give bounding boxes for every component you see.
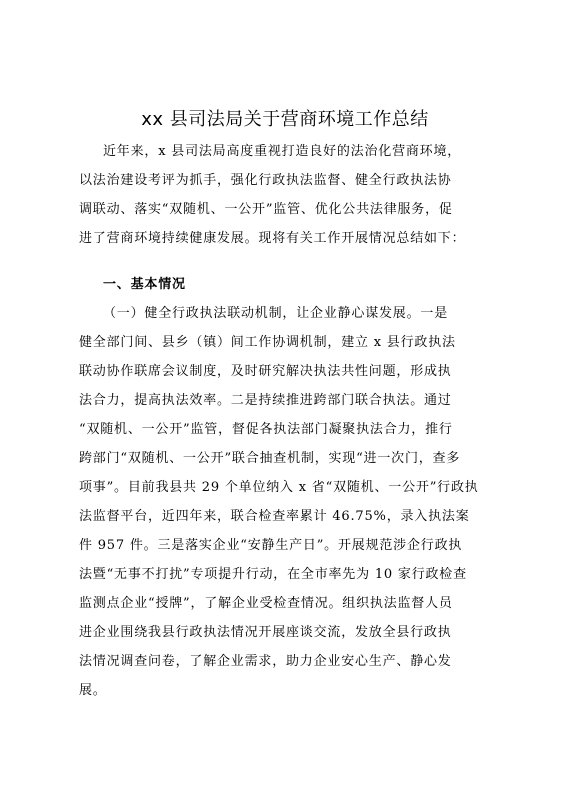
- paragraph-line: 项事”。目前我县共 29 个单位纳入 x 省“双随机、一公开”行政执: [79, 480, 479, 495]
- paragraph-line: 跨部门“双随机、一公开”联合抽查机制，实现“进一次门，查多: [79, 451, 461, 466]
- paragraph-line: 进了营商环境持续健康发展。现将有关工作开展情况总结如下：: [79, 231, 466, 246]
- document-title: xx 县司法局关于营商环境工作总结: [141, 109, 429, 130]
- paragraph-line: 以法治建设考评为抓手，强化行政执法监督、健全行政执法协: [79, 173, 452, 188]
- paragraph-line: 进企业围绕我县行政执法情况开展座谈交流，发放全县行政执: [79, 625, 452, 640]
- paragraph-line: （一）健全行政执法联动机制，让企业静心谋发展。一是: [103, 306, 449, 321]
- paragraph-line: “双随机、一公开”监管，督促各执法部门凝聚执法合力，推行: [79, 422, 453, 437]
- paragraph-line: 监测点企业“授牌”，了解企业受检查情况。组织执法监督人员: [79, 596, 453, 611]
- section-heading: 一、基本情况: [103, 277, 186, 292]
- paragraph-line: 法监督平台，近四年来，联合检查率累计 46.75%，录入执法案: [79, 509, 470, 524]
- section-1-paragraph: [79, 299, 499, 705]
- paragraph-line: 法合力，提高执法效率。二是持续推进跨部门联合执法。通过: [79, 393, 452, 408]
- intro-paragraph: [79, 137, 499, 253]
- paragraph-line: 联动协作联席会议制度，及时研究解决执法共性问题，形成执: [79, 364, 452, 379]
- paragraph-line: 调联动、落实“双随机、一公开”监管、优化公共法律服务，促: [79, 202, 453, 217]
- paragraph-line: 件 957 件。三是落实企业“安静生产日”。开展规范涉企行政执: [79, 538, 463, 553]
- paragraph-line: 法情况调查问卷，了解企业需求，助力企业安心生产、静心发: [79, 654, 452, 669]
- paragraph-line: 法暨“无事不打扰”专项提升行动，在全市率先为 10 家行政检查: [79, 567, 467, 582]
- paragraph-line: 展。: [79, 683, 107, 698]
- paragraph-line: 近年来，x 县司法局高度重视打造良好的法治化营商环境，: [103, 144, 462, 159]
- paragraph-line: 健全部门间、县乡（镇）间工作协调机制，建立 x 县行政执法: [79, 335, 456, 350]
